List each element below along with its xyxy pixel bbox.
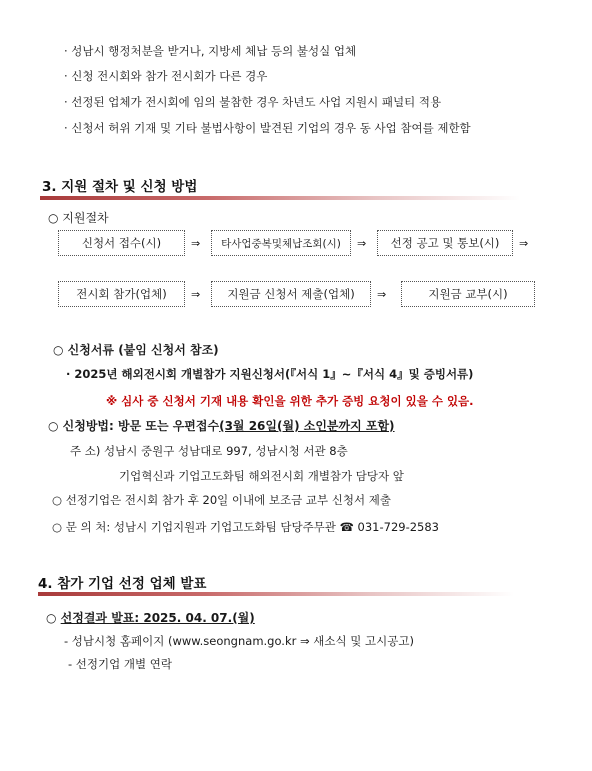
result-prefix: ○: [46, 611, 61, 625]
address-line-1: 주 소) 성남시 중원구 성남대로 997, 성남시청 서관 8층: [70, 444, 348, 458]
section-4-title: 4. 참가 기업 선정 업체 발표: [38, 576, 207, 592]
application-method: [48, 417, 395, 434]
arrow-icon: ⇒: [191, 237, 201, 250]
intro-bullet-3: · 선정된 업체가 전시회에 임의 불참한 경우 차년도 사업 지원시 패널티 적용: [64, 95, 442, 109]
result-announcement: [46, 609, 255, 626]
arrow-icon: ⇒: [191, 288, 201, 301]
intro-bullet-2: · 신청 전시회와 참가 전시회가 다른 경우: [64, 69, 268, 83]
intro-bullet-1: · 성남시 행정처분을 받거나, 지방세 체납 등의 불성실 업체: [64, 44, 357, 58]
procedure-label: ○ 지원절차: [48, 211, 109, 225]
address-line-2: 기업혁신과 기업고도화팀 해외전시회 개별참가 담당자 앞: [119, 469, 404, 483]
step-exhibition-participation: 전시회 참가(업체): [58, 281, 185, 307]
step-subsidy-grant: 지원금 교부(시): [401, 281, 535, 307]
section-4-rule: [38, 592, 514, 596]
selected-company-note: ○ 선정기업은 전시회 참가 후 20일 이내에 보조금 교부 신청서 제출: [52, 493, 391, 507]
documents-label: ○ 신청서류 (붙임 신청서 참조): [53, 343, 219, 357]
result-item-homepage: - 성남시청 홈페이지 (www.seongnam.go.kr ⇒ 새소식 및 고시공고): [64, 634, 414, 648]
step-duplicate-check: 타사업중복및체납조회(시): [211, 230, 351, 256]
result-date: 선정결과 발표: 2025. 04. 07.(월): [60, 611, 255, 625]
documents-item: · 2025년 해외전시회 개별참가 지원신청서(『서식 1』~『서식 4』및 증빙서류): [66, 367, 474, 381]
arrow-icon: ⇒: [519, 237, 529, 250]
arrow-icon: ⇒: [357, 237, 367, 250]
arrow-icon: ⇒: [377, 288, 387, 301]
step-application-receipt: 신청서 접수(시): [58, 230, 185, 256]
step-subsidy-application: 지원금 신청서 제출(업체): [211, 281, 371, 307]
documents-note: ※ 심사 중 신청서 기재 내용 확인을 위한 추가 증빙 요청이 있을 수 있음.: [106, 394, 474, 408]
step-selection-notice: 선정 공고 및 통보(시): [377, 230, 513, 256]
intro-bullet-4: · 신청서 허위 기재 및 기타 불법사항이 발견된 기업의 경우 동 사업 참여를 제한함: [64, 121, 471, 135]
method-prefix: ○ 신청방법: 방문 또는 우편접수: [48, 419, 220, 433]
result-item-contact: - 선정기업 개별 연락: [68, 657, 172, 671]
section-3-title: 3. 지원 절차 및 신청 방법: [42, 179, 198, 195]
method-deadline: (3월 26일(월) 소인분까지 포함): [219, 419, 395, 433]
contact-info: ○ 문 의 처: 성남시 기업지원과 기업고도화팀 담당주무관 ☎ 031-729-2583: [52, 520, 439, 534]
section-3-rule: [40, 196, 520, 200]
